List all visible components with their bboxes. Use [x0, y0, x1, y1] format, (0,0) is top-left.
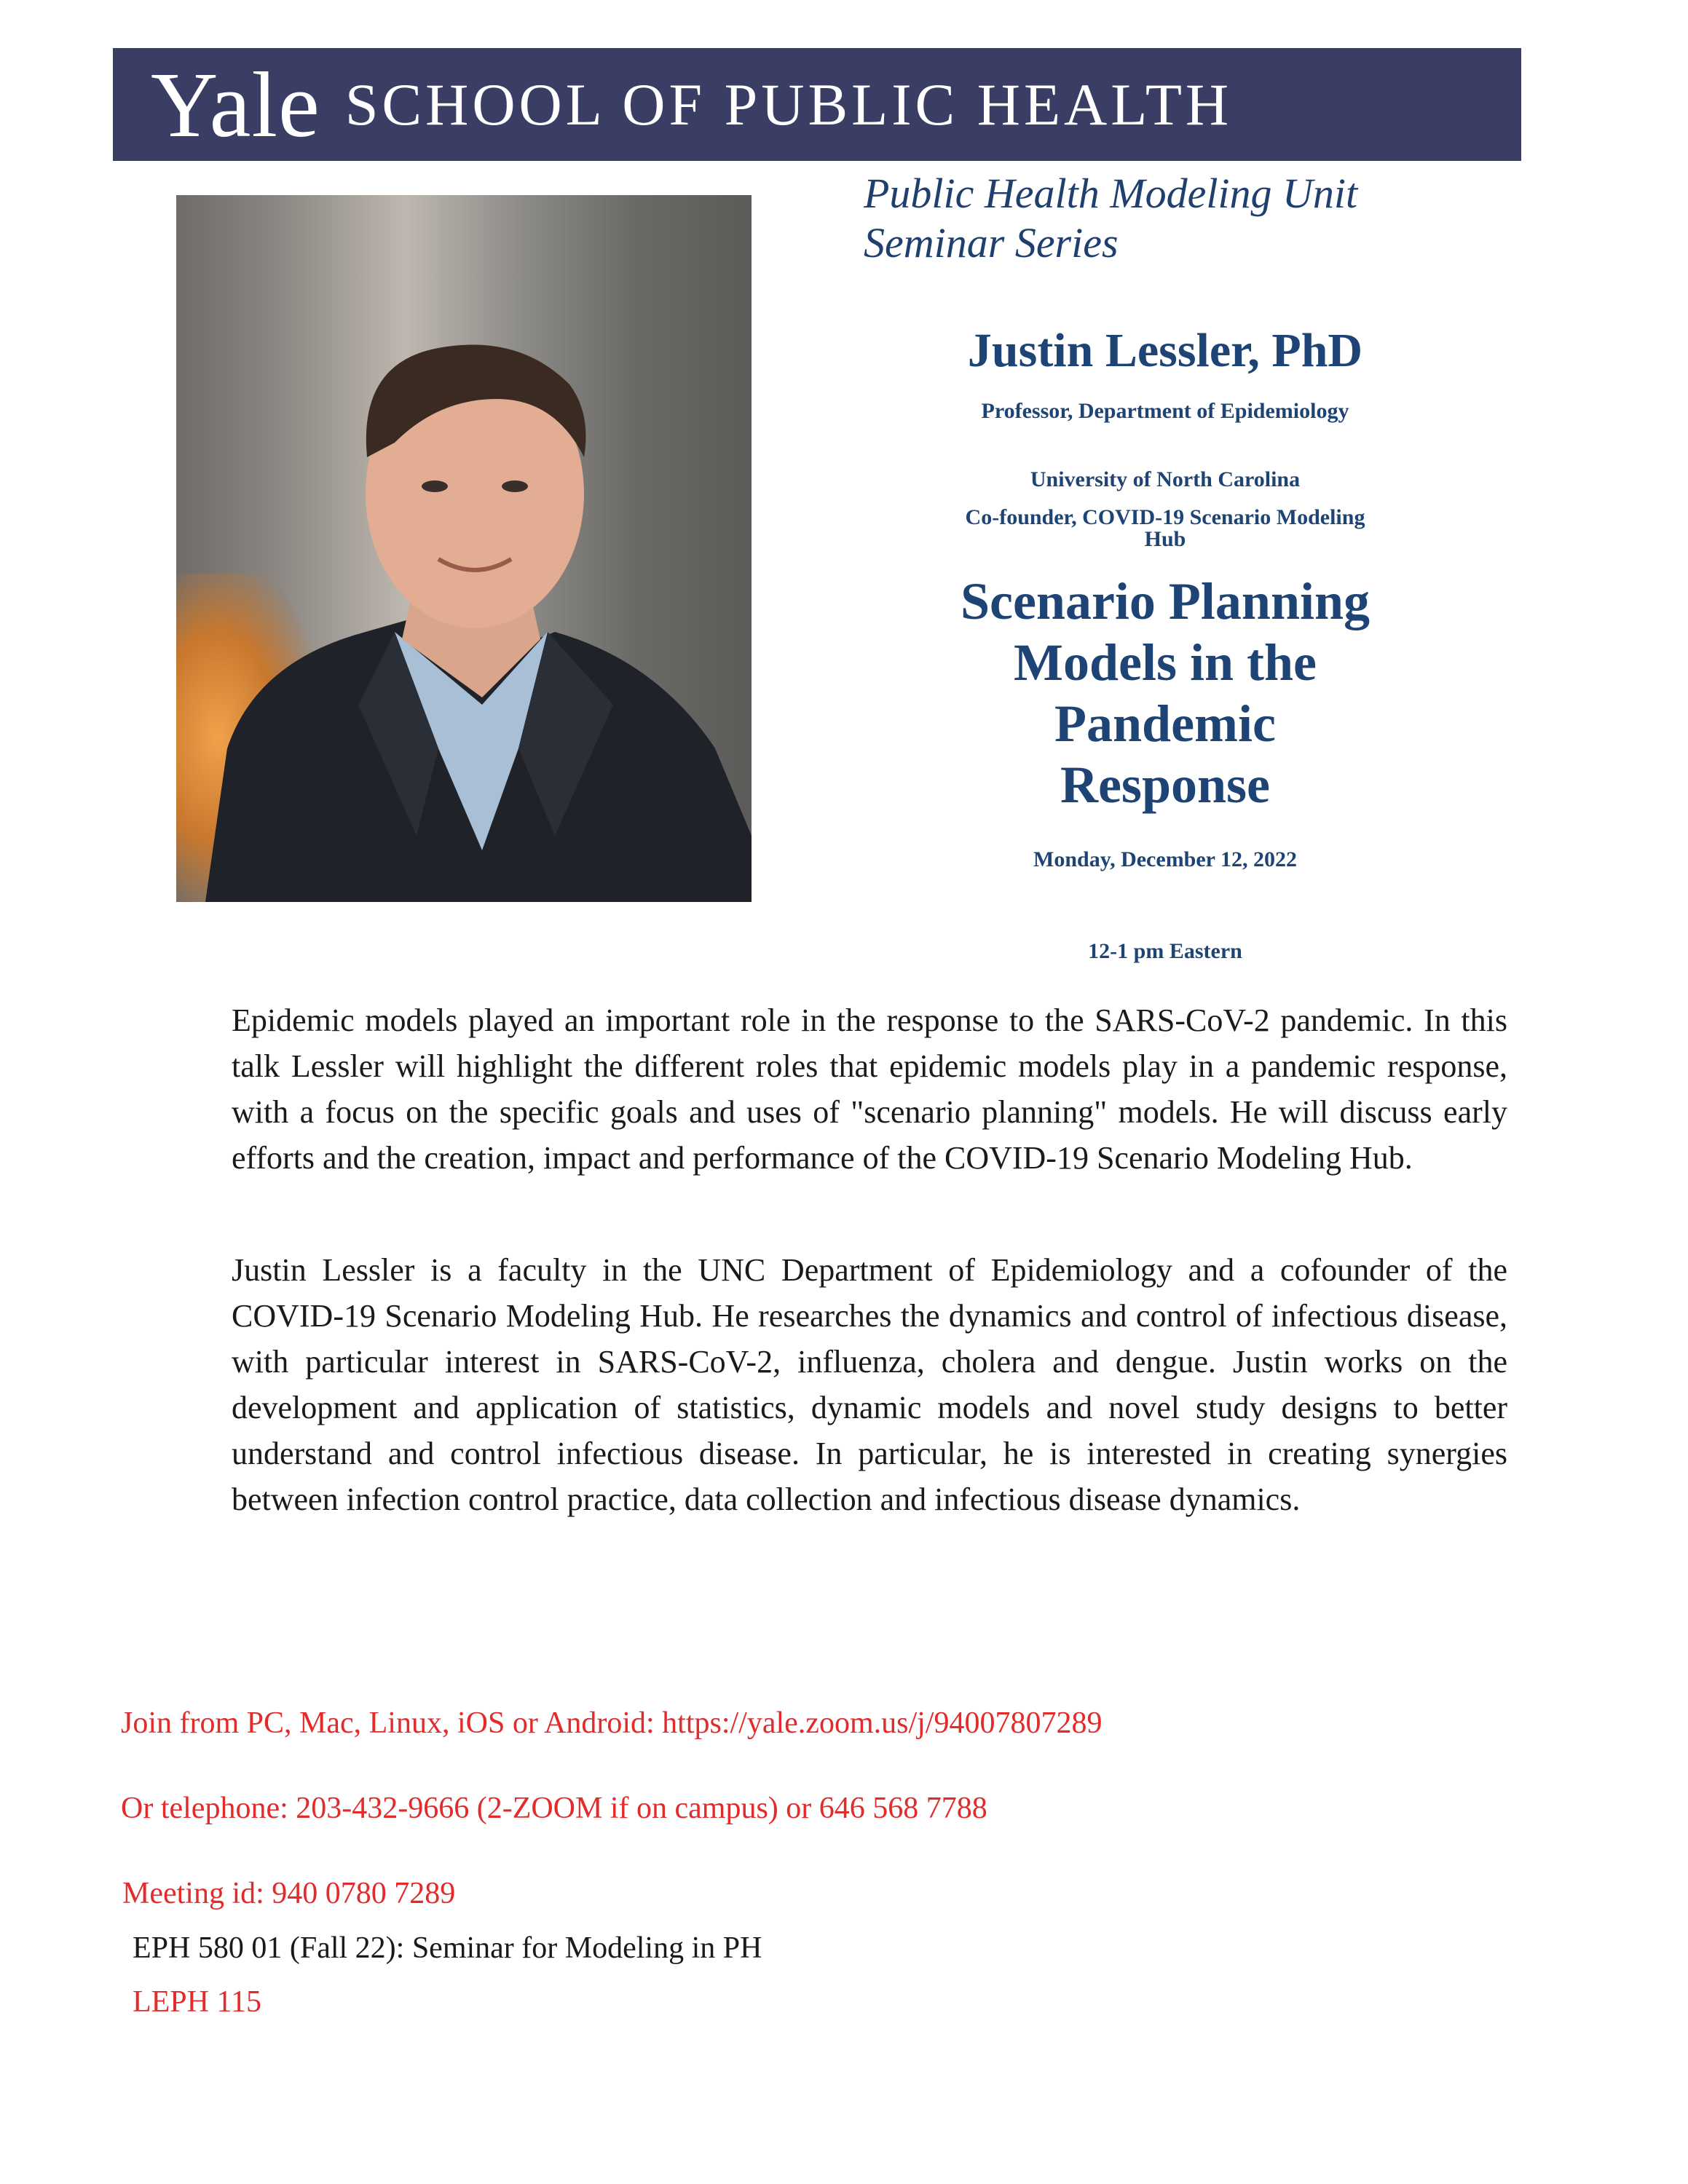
speaker-cofounder-role: [910, 507, 1420, 550]
talk-title-line-2: Models in the: [1013, 633, 1317, 692]
speaker-university: University of North Carolina: [1030, 467, 1301, 491]
talk-title-line-4: Response: [1060, 756, 1271, 814]
speaker-photo: [176, 195, 752, 902]
series-line-1: Public Health Modeling Unit: [864, 170, 1358, 217]
speaker-title: Professor, Department of Epidemiology: [981, 399, 1349, 423]
talk-title-line-1: Scenario Planning: [960, 572, 1370, 630]
seminar-series-title: [864, 169, 1461, 268]
speaker-name: Justin Lessler, PhD: [967, 324, 1363, 377]
series-line-2: Seminar Series: [864, 219, 1119, 266]
telephone-info: Or telephone: 203-432-9666 (2-ZOOM if on campus) or 646 568 7788: [121, 1792, 987, 1825]
course-info: EPH 580 01 (Fall 22): Seminar for Modeling in PH: [133, 1931, 762, 1965]
talk-title: [896, 571, 1435, 815]
speaker-portrait-illustration: [176, 195, 752, 902]
school-name: SCHOOL OF PUBLIC HEALTH: [344, 71, 1233, 138]
cofounder-line-1: Co-founder, COVID-19 Scenario Modeling: [965, 505, 1365, 529]
abstract-paragraph: Epidemic models played an important role in the response to the SARS-CoV-2 pandemic. In this talk Lessler will highlight the different roles that epidemic models play in a pandemic response, with a focus on the specific goals and uses of "scenario planning" models. He will discuss early efforts and the creation, impact and performance of the COVID-19 Scenario Modeling Hub.: [232, 1002, 1507, 1176]
cofounder-line-2: Hub: [1144, 527, 1186, 551]
room-location: LEPH 115: [133, 1985, 261, 2019]
meeting-id: Meeting id: 940 0780 7289: [122, 1877, 456, 1910]
talk-time: 12-1 pm Eastern: [1088, 939, 1242, 963]
talk-date: Monday, December 12, 2022: [1033, 847, 1297, 871]
talk-title-line-3: Pandemic: [1054, 695, 1276, 753]
header-banner: [113, 48, 1521, 161]
zoom-join-link[interactable]: Join from PC, Mac, Linux, iOS or Android: https://yale.zoom.us/j/94007807289: [121, 1706, 1103, 1740]
yale-wordmark: Yale: [151, 52, 320, 157]
bio-paragraph: Justin Lessler is a faculty in the UNC Department of Epidemiology and a cofounder of the COVID-19 Scenario Modeling Hub. He researches the dynamics and control of infectious disease, with particular interest in SARS-CoV-2, influenza, cholera and dengue. Justin works on the development and application of statistics, dynamic models and novel study designs to better understand and control infectious disease. In particular, he is interested in creating synergies between infection control practice, data collection and infectious disease dynamics.: [232, 1252, 1507, 1517]
